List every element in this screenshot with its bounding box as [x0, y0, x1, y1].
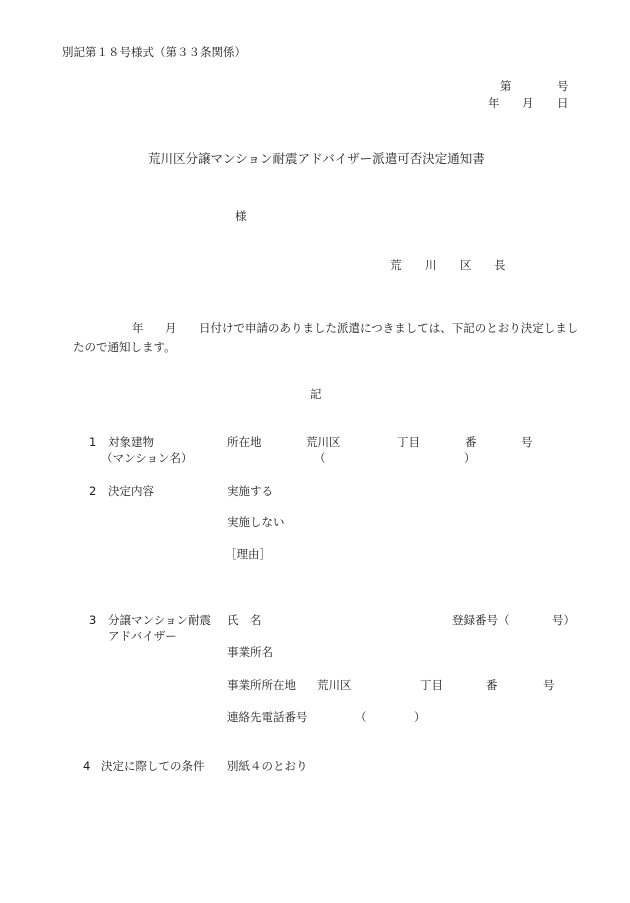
body-month: 月 [165, 321, 177, 335]
body-year: 年 [132, 321, 144, 335]
item3-number: 3 [89, 613, 97, 627]
item3-office-address: 事業所所在地 [227, 678, 296, 692]
item2-option-not-implement: 実施しない [227, 515, 285, 529]
item3-phone-label: 連絡先電話番号 [227, 710, 308, 724]
item1-label: 対象建物 [108, 435, 154, 449]
item1-ward: 荒川区 [306, 435, 341, 449]
item1-sublabel: （マンション名） [101, 451, 193, 465]
addressee-sama: 様 [235, 209, 247, 223]
item3-chome: 丁目 [420, 678, 443, 692]
item2-label: 決定内容 [108, 484, 154, 498]
date-month: 月 [522, 96, 534, 110]
item4-value: 別紙４のとおり [227, 759, 308, 773]
issuer-char-4: 長 [494, 258, 506, 272]
item1-paren-open: （ [314, 451, 326, 465]
item3-phone-paren-close: ） [414, 710, 426, 724]
item4-number: 4 [83, 759, 91, 773]
item1-paren-close: ） [464, 451, 476, 465]
item1-chome: 丁目 [397, 435, 420, 449]
form-reference: 別記第１８号様式（第３３条関係） [62, 45, 246, 59]
date-day: 日 [557, 96, 569, 110]
item3-name-field: 氏 名 [227, 613, 262, 627]
document-title: 荒川区分譲マンション耐震アドバイザー派遣可否決定通知書 [148, 151, 485, 166]
body-line-2: たので通知します。 [73, 340, 176, 354]
item4-label: 決定に際しての条件 [101, 759, 205, 773]
body-line-1: 日付けで申請のありました派遣につきましては、下記のとおり決定しまし [199, 321, 579, 335]
item1-number: 1 [89, 435, 97, 449]
issuer-char-1: 荒 [390, 258, 402, 272]
item3-label-line-2: アドバイザー [108, 629, 177, 643]
item3-label-line-1: 分譲マンション耐震 [108, 613, 211, 627]
number-go: 号 [557, 79, 569, 93]
item1-go: 号 [521, 435, 533, 449]
number-dai: 第 [500, 79, 512, 93]
item3-registration-label: 登録番号（ [452, 613, 510, 627]
item3-phone-paren-open: （ [355, 710, 367, 724]
item2-number: 2 [89, 484, 97, 498]
item3-ban: 番 [486, 678, 498, 692]
issuer-char-3: 区 [460, 258, 472, 272]
item1-ban: 番 [465, 435, 477, 449]
item1-field-location: 所在地 [227, 435, 262, 449]
item3-go: 号 [543, 678, 555, 692]
item3-ward: 荒川区 [317, 678, 352, 692]
item3-registration-go: 号） [552, 613, 575, 627]
item2-reason: ［理由］ [225, 547, 271, 561]
date-year: 年 [488, 96, 500, 110]
issuer-char-2: 川 [425, 258, 437, 272]
item3-office-name: 事業所名 [227, 645, 273, 659]
ki-marker: 記 [310, 387, 322, 401]
item2-option-implement: 実施する [227, 484, 273, 498]
